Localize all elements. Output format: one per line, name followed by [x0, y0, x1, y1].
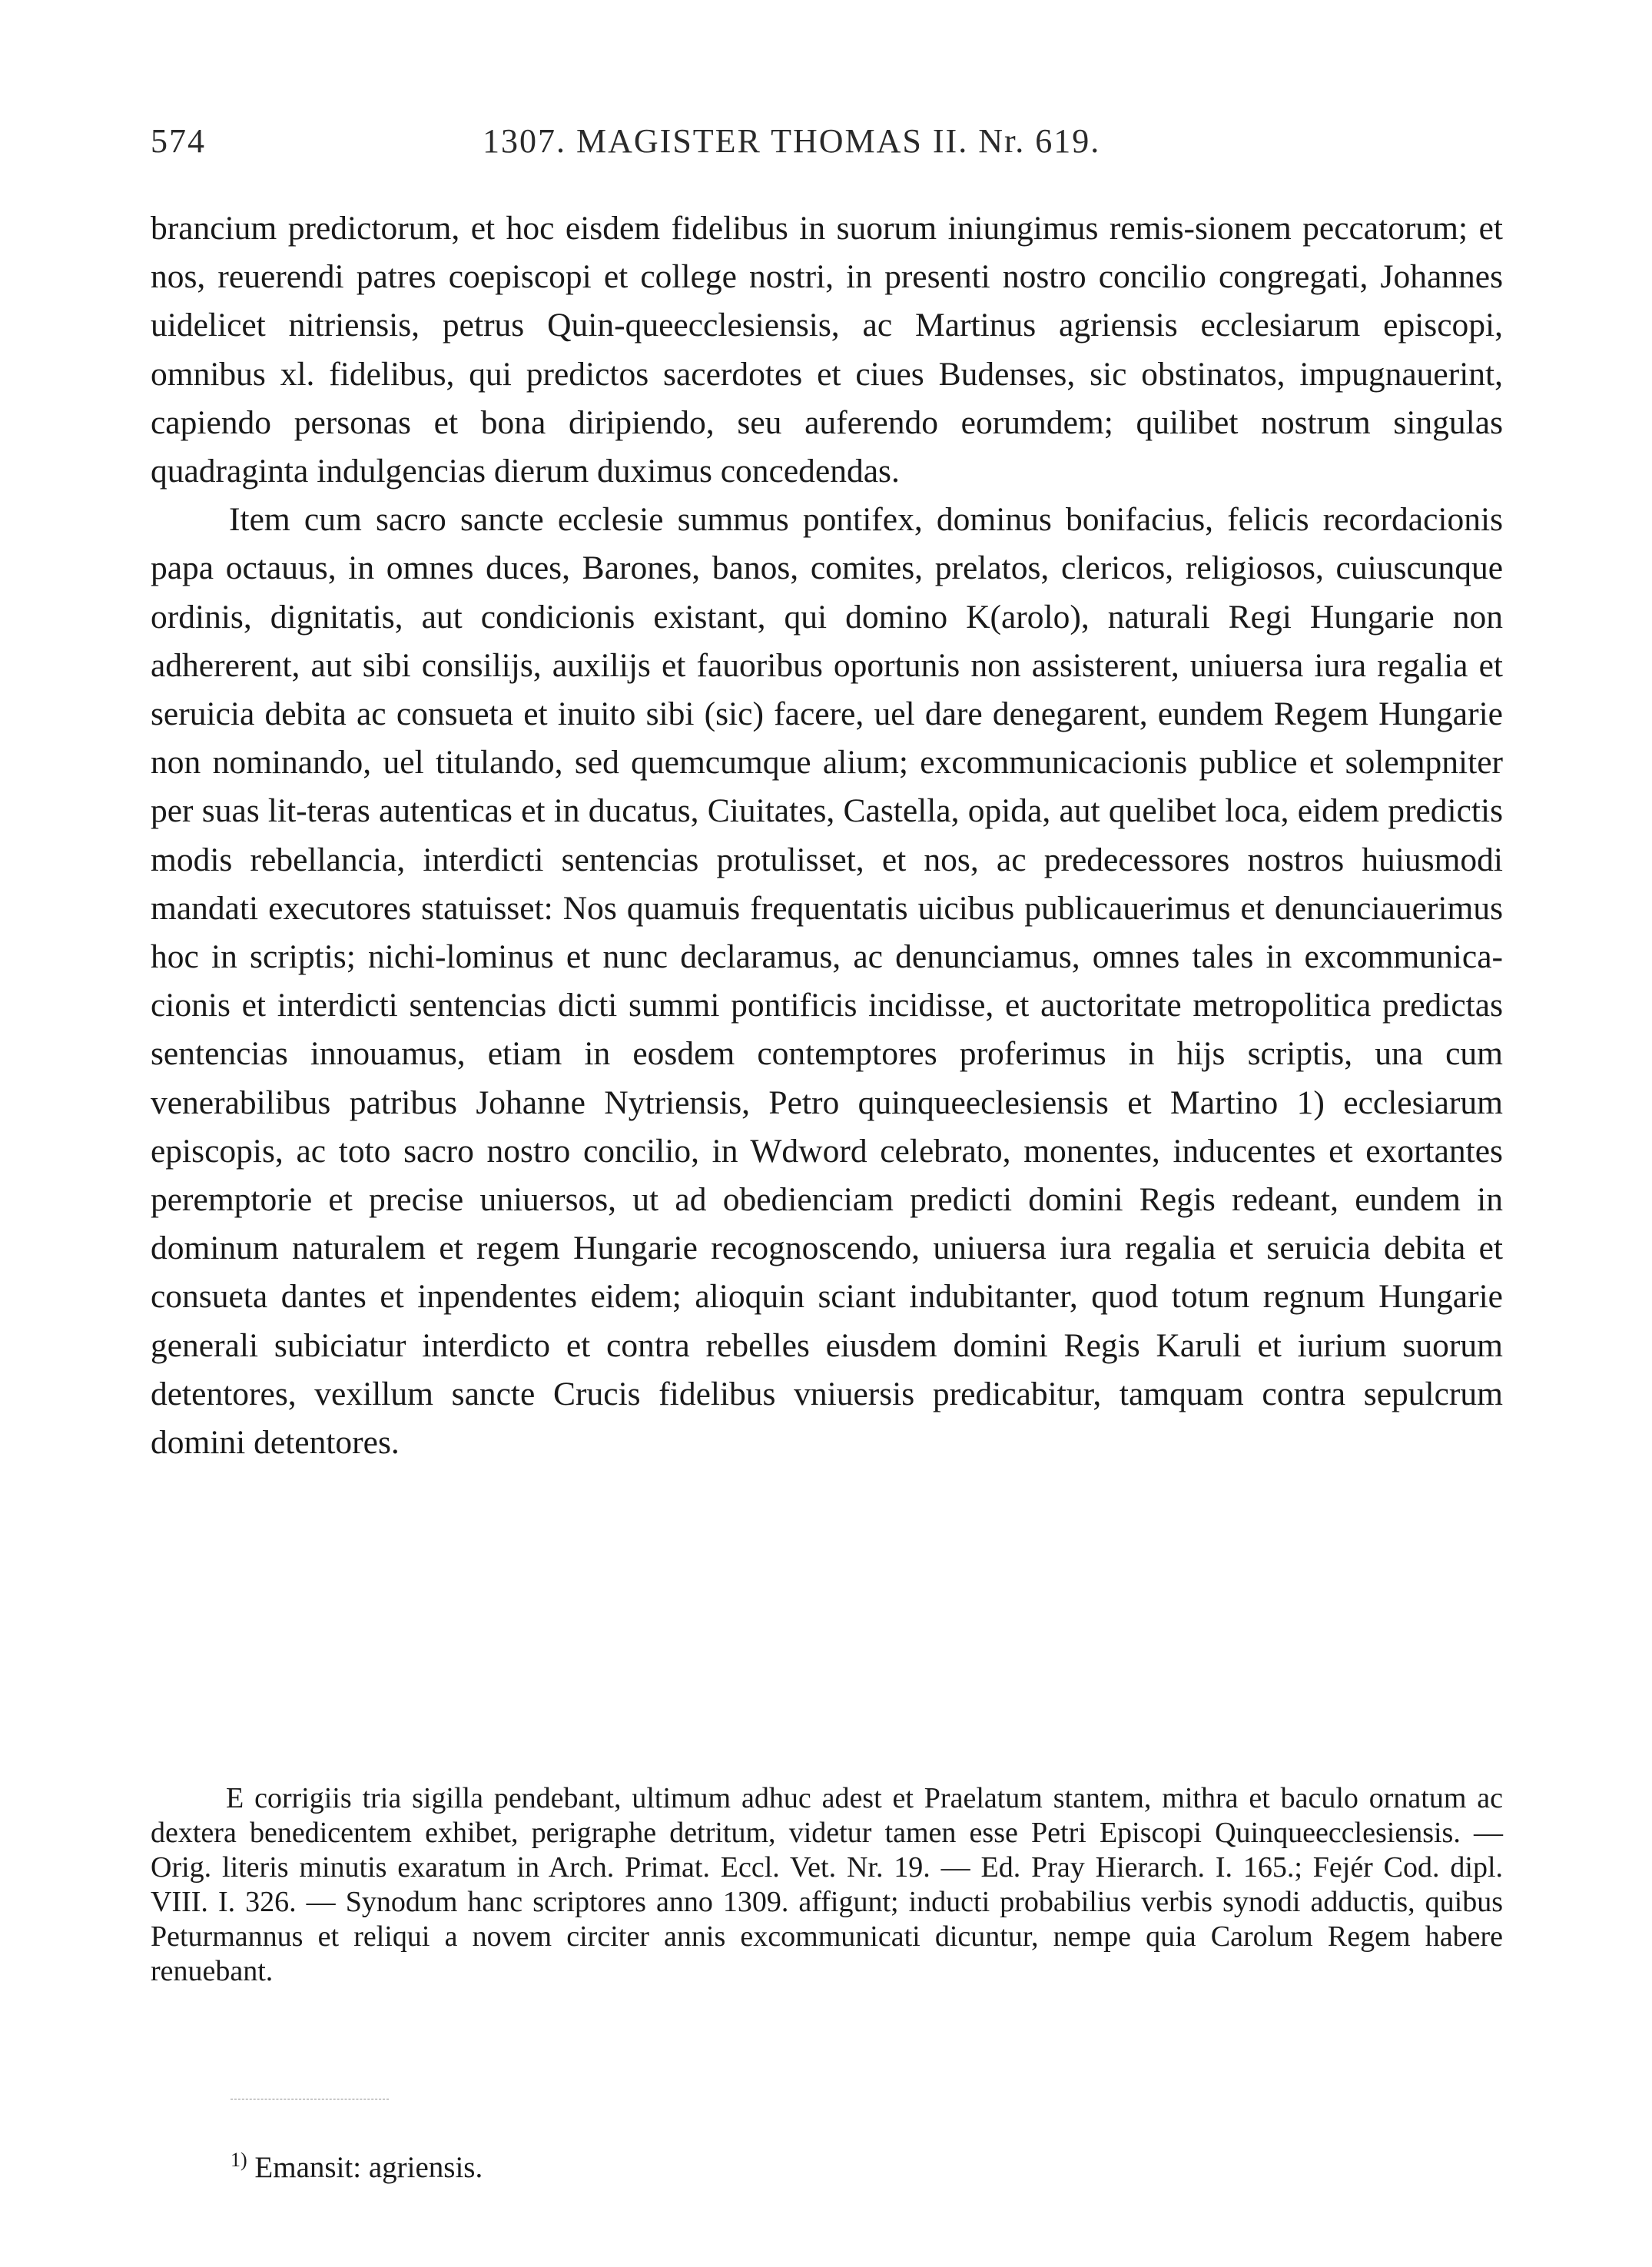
footnote — [231, 2143, 1460, 2186]
running-title: 1307. MAGISTER THOMAS II. Nr. 619. — [483, 122, 1101, 160]
main-text — [151, 204, 1503, 1467]
body-paragraph: brancium predictorum, et hoc eisdem fidelibus in suorum iniungimus remis-sionem peccatorum; et nos, reuerendi patres coepiscopi et college nostri, in presenti nostro concilio congregati, Johannes uidelicet nitriensis, petrus Quin-queecclesiensis, ac Martinus agriensis ecclesiarum episcopi, omnibus xl. fidelibus, qui predictos sacerdotes et ciues Budenses, sic obstinatos, impugnauerint, capiendo personas et bona diripiendo, seu auferendo eorumdem; quilibet nostrum singulas quadraginta indulgencias dierum duximus concedendas. — [151, 210, 1503, 490]
page-header — [151, 114, 1503, 168]
editorial-note — [151, 1781, 1503, 1989]
page-number: 574 — [151, 122, 206, 160]
editorial-note-paragraph: E corrigiis tria sigilla pendebant, ultimum adhuc adest et Praelatum stantem, mithra et baculo ornatum ac dextera benedicentem exhibet, perigraphe detritum, videtur tamen esse Petri Episcopi Quinqueecclesiensis. — Orig. literis minutis exaratum in Arch. Primat. Eccl. Vet. Nr. 19. — Ed. Pray Hierarch. I. 165.; Fejér Cod. dipl. VIII. I. 326. — Synodum hanc scriptores anno 1309. affigunt; inducti probabilius verbis synodi adductis, quibus Peturmannus et reliqui a novem circiter annis excommunicati dicuntur, nempe quia Carolum Regem habere renuebant. — [151, 1782, 1503, 1987]
footnote-text: Emansit: agriensis. — [254, 2151, 483, 2184]
footnote-marker: 1) — [231, 2149, 247, 2171]
body-paragraph: Item cum sacro sancte ecclesie summus pontifex, dominus bonifacius, felicis recordacionis papa octauus, in omnes duces, Barones, banos, comites, prelatos, clericos, religiosos, cuiuscunque ordinis, dignitatis, aut condicionis existant, qui domino K(arolo), naturali Regi Hungarie non adhererent, aut sibi consilijs, auxilijs et fauoribus oportunis non assisterent, uniuersa iura regalia et seruicia debita ac consueta et inuito sibi (sic) facere, uel dare denegarent, eundem Regem Hungarie non nominando, uel titulando, sed quemcumque alium; excommunicacionis publice et solempniter per suas lit-teras autenticas et in ducatus, Ciuitates, Castella, opida, aut quelibet loca, eidem predictis modis rebellancia, interdicti sentencias protulisset, et nos, ac predecessores nostros huiusmodi mandati executores statuisset: Nos quamuis frequentatis uicibus publicauerimus et denunciauerimus hoc in scriptis; nichi-lominus et nunc declaramus, ac denunciamus, omnes tales in excommunica-cionis et interdicti sentencias dicti summi pontificis incidisse, et auctoritate metropolitica predictas sentencias innouamus, etiam in eosdem contemptores proferimus in hijs scriptis, una cum venerabilibus patribus Johanne Nytriensis, Petro quinqueeclesiensis et Martino 1) ecclesiarum episcopis, ac toto sacro nostro concilio, in Wdword celebrato, monentes, inducentes et exortantes peremptorie et precise uniuersos, ut ad obedienciam predicti domini Regis redeant, eundem in dominum naturalem et regem Hungarie recognoscendo, uniuersa iura regalia et seruicia debita et consueta dantes et inpendentes eidem; alioquin sciant indubitanter, quod totum regnum Hungarie generali subiciatur interdicto et contra rebelles eiusdem domini Regis Karuli et iurium suorum detentores, vexillum sancte Crucis fidelibus vniuersis predicabitur, tamquam contra sepulcrum domini detentores. — [151, 501, 1503, 1462]
